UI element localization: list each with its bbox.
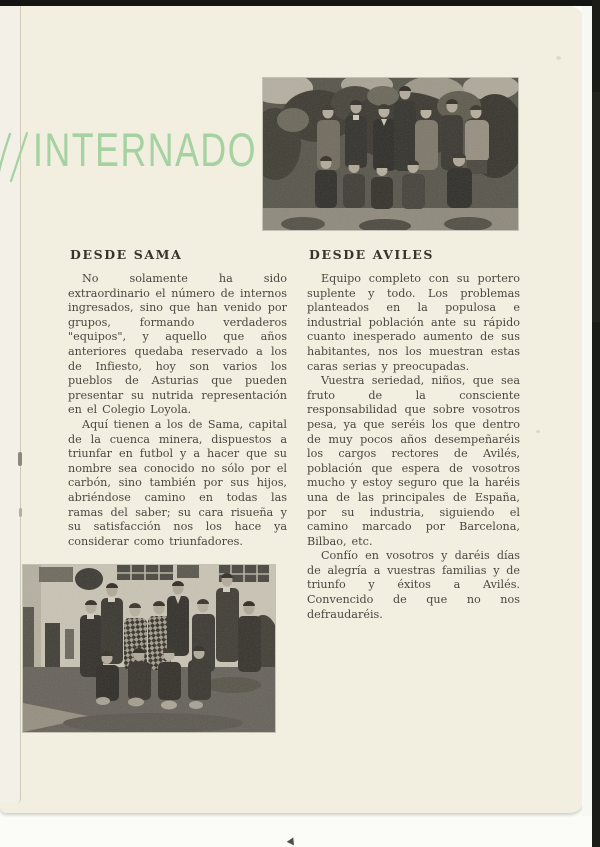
fold-nick	[18, 452, 22, 466]
column-heading: DESDE AVILES	[309, 247, 434, 262]
fold-nick	[19, 508, 22, 517]
paragraph: Equipo completo con su portero suplente y todo. Los problemas planteados en la populosa e industrial población ante su rápido cuanto inesperado aumento de sus habitantes, nos los muestran estas caras serias y preocupadas.	[307, 272, 520, 373]
paragraph: Confío en vosotros y daréis días de alegría a vuestras familias y de triunfo y éxitos a Avilés. Convencido de que no nos defraudaréis.	[307, 549, 520, 621]
cursor-mark	[287, 837, 298, 847]
page-title: INTERNADO	[33, 123, 258, 176]
paper-stain	[536, 430, 540, 433]
scan-top-edge	[0, 0, 600, 6]
paper-stain	[556, 56, 561, 60]
article-column-left	[68, 247, 287, 549]
column-heading: DESDE SAMA	[70, 247, 183, 262]
page-fold-edge	[0, 6, 21, 803]
article-column-right	[307, 247, 520, 622]
paragraph: No solamente ha sido extraordinario el número de internos ingresados, sino que han venido por grupos, formando verdaderos "equipos", y aquello que años anteriores quedaba reservado a los de Infiesto, hoy son varios los pueblos de Asturias que pueden presentar su nutrida representación en el Colegio Loyola.	[68, 272, 287, 417]
title-script-mark	[0, 130, 30, 184]
scan-right-gap	[582, 6, 592, 816]
group-photo-boys-garden	[263, 78, 518, 230]
group-photo-boys-courtyard	[23, 565, 275, 732]
paragraph: Vuestra seriedad, niños, que sea fruto de la consciente responsabilidad que sobre vosotros pesa, ya que seréis los que dentro de muy pocos años desempeñaréis los cargos rectores de Avilés, población que espera de vosotros mucho y estoy seguro que la haréis una de las principales de España, por su industria, siguiendo el camino marcado por Barcelona, Bilbao, etc.	[307, 374, 520, 548]
paragraph: Aquí tienen a los de Sama, capital de la cuenca minera, dispuestos a triunfar en futbol y a hacer que su nombre sea conocido no sólo por el carbón, sino también por sus hijos, abriéndose camino en todas las ramas del saber; su cara risueña y su satisfacción nos los hace ya considerar como triunfadores.	[68, 417, 287, 548]
